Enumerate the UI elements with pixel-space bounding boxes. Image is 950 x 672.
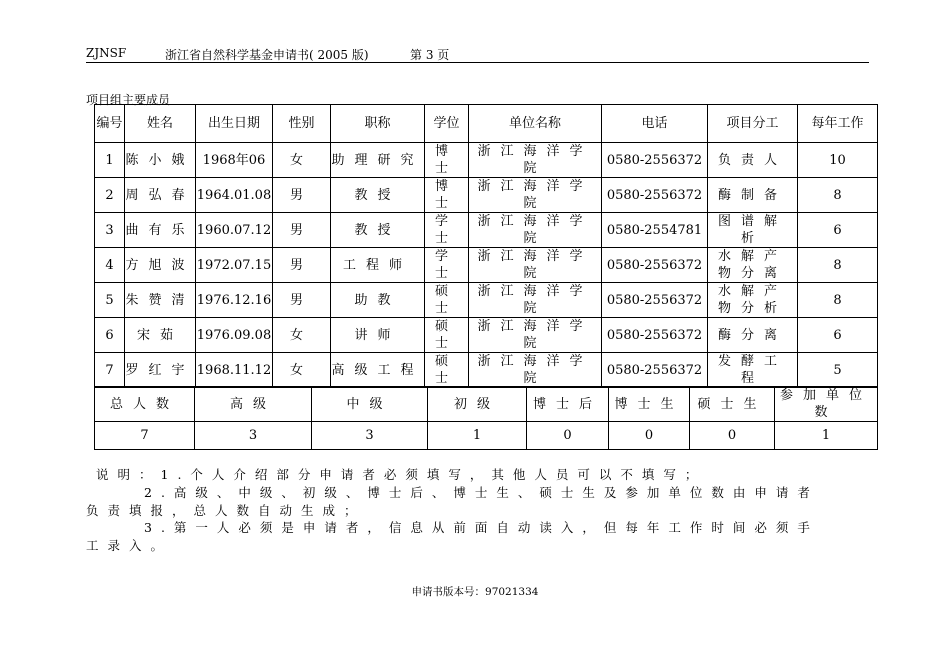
column-header: 职称 <box>331 105 425 143</box>
member-unit: 浙江海洋学院 <box>469 248 602 283</box>
member-phone: 0580-2556372 <box>602 143 708 178</box>
member-phone: 0580-2556372 <box>602 353 708 388</box>
member-gender: 女 <box>273 353 331 388</box>
member-phone: 0580-2556372 <box>602 178 708 213</box>
member-birth-date: 1976.12.16 <box>196 283 273 318</box>
table-row <box>95 353 878 388</box>
member-degree: 硕士 <box>425 318 469 353</box>
member-birth-date: 1976.09.08 <box>196 318 273 353</box>
member-phone: 0580-2554781 <box>602 213 708 248</box>
column-header: 学位 <box>425 105 469 143</box>
table-row <box>95 248 878 283</box>
member-birth-date: 1968.11.12 <box>196 353 273 388</box>
table-row <box>95 318 878 353</box>
member-title: 教授 <box>331 178 425 213</box>
member-role: 图谱解析 <box>708 213 798 248</box>
member-annual-work: 8 <box>798 178 878 213</box>
member-number: 4 <box>95 248 125 283</box>
summary-value: 1 <box>428 422 527 450</box>
members-header-row <box>95 105 878 143</box>
member-degree: 硕士 <box>425 283 469 318</box>
member-name: 宋茹 <box>125 318 196 353</box>
summary-column-header: 参加单位数 <box>775 387 878 422</box>
section-title: 项目组主要成员 <box>86 93 171 107</box>
member-role: 发酵工程 <box>708 353 798 388</box>
note-line-2b: 负责填报，总人数自动生成； <box>86 503 366 518</box>
column-header: 单位名称 <box>469 105 602 143</box>
member-role: 酶分离 <box>708 318 798 353</box>
member-annual-work: 8 <box>798 248 878 283</box>
summary-column-header: 初级 <box>428 387 527 422</box>
table-row <box>95 178 878 213</box>
member-title: 助教 <box>331 283 425 318</box>
member-name: 朱赞清 <box>125 283 196 318</box>
member-name: 罗红宇 <box>125 353 196 388</box>
member-phone: 0580-2556372 <box>602 283 708 318</box>
member-number: 1 <box>95 143 125 178</box>
note-line-3b: 工录入。 <box>86 538 173 553</box>
summary-value: 0 <box>690 422 775 450</box>
header-rule <box>86 62 869 63</box>
member-unit: 浙江海洋学院 <box>469 283 602 318</box>
member-unit: 浙江海洋学院 <box>469 353 602 388</box>
member-unit: 浙江海洋学院 <box>469 143 602 178</box>
summary-column-header: 硕士生 <box>690 387 775 422</box>
note-line-3a: 3.第一人必须是申请者，信息从前面自动读入，但每年工作时间必须手 <box>144 520 819 535</box>
member-birth-date: 1960.07.12 <box>196 213 273 248</box>
member-gender: 女 <box>273 318 331 353</box>
member-number: 3 <box>95 213 125 248</box>
member-unit: 浙江海洋学院 <box>469 213 602 248</box>
summary-column-header: 博士后 <box>527 387 609 422</box>
summary-column-header: 总人数 <box>95 387 195 422</box>
member-gender: 男 <box>273 213 331 248</box>
column-header: 电话 <box>602 105 708 143</box>
member-unit: 浙江海洋学院 <box>469 178 602 213</box>
member-gender: 男 <box>273 248 331 283</box>
summary-values-row <box>95 422 878 450</box>
member-number: 6 <box>95 318 125 353</box>
member-degree: 博士 <box>425 178 469 213</box>
column-header: 姓名 <box>125 105 196 143</box>
member-name: 陈小娥 <box>125 143 196 178</box>
member-role: 酶制备 <box>708 178 798 213</box>
summary-header-row <box>95 387 878 422</box>
summary-column-header: 高级 <box>195 387 312 422</box>
summary-value: 3 <box>195 422 312 450</box>
member-annual-work: 6 <box>798 213 878 248</box>
member-gender: 男 <box>273 283 331 318</box>
member-degree: 学士 <box>425 248 469 283</box>
summary-value: 3 <box>312 422 428 450</box>
member-birth-date: 1968年06 <box>196 143 273 178</box>
member-role: 水解产物分析 <box>708 283 798 318</box>
member-number: 7 <box>95 353 125 388</box>
column-header: 每年工作 <box>798 105 878 143</box>
member-birth-date: 1972.07.15 <box>196 248 273 283</box>
member-annual-work: 8 <box>798 283 878 318</box>
header-page-number: 第 3 页 <box>410 48 450 62</box>
column-header: 项目分工 <box>708 105 798 143</box>
summary-value: 1 <box>775 422 878 450</box>
member-unit: 浙江海洋学院 <box>469 318 602 353</box>
note-line-2a: 2.高级、中级、初级、博士后、博士生、硕士生及参加单位数由申请者 <box>144 485 819 500</box>
table-row <box>95 143 878 178</box>
member-name: 周弘春 <box>125 178 196 213</box>
summary-table <box>94 386 878 450</box>
header-code: ZJNSF <box>86 46 127 60</box>
summary-column-header: 中级 <box>312 387 428 422</box>
member-annual-work: 5 <box>798 353 878 388</box>
table-row <box>95 213 878 248</box>
member-gender: 男 <box>273 178 331 213</box>
member-degree: 学士 <box>425 213 469 248</box>
member-title: 教授 <box>331 213 425 248</box>
member-name: 方旭波 <box>125 248 196 283</box>
note-line-1: 说明：1.个人介绍部分申请者必须填写，其他人员可以不填写； <box>96 467 707 482</box>
member-name: 曲有乐 <box>125 213 196 248</box>
member-title: 讲师 <box>331 318 425 353</box>
member-role: 负责人 <box>708 143 798 178</box>
member-title: 工程师 <box>331 248 425 283</box>
table-row <box>95 283 878 318</box>
member-degree: 博士 <box>425 143 469 178</box>
summary-column-header: 博士生 <box>609 387 690 422</box>
member-title: 助理研究 <box>331 143 425 178</box>
summary-value: 7 <box>95 422 195 450</box>
member-number: 5 <box>95 283 125 318</box>
members-table <box>94 104 878 388</box>
form-version: 申请书版本号：97021334 <box>411 586 539 598</box>
member-degree: 硕士 <box>425 353 469 388</box>
summary-value: 0 <box>609 422 690 450</box>
member-number: 2 <box>95 178 125 213</box>
member-role: 水解产物分离 <box>708 248 798 283</box>
member-phone: 0580-2556372 <box>602 248 708 283</box>
member-title: 高级工程 <box>331 353 425 388</box>
member-phone: 0580-2556372 <box>602 318 708 353</box>
member-gender: 女 <box>273 143 331 178</box>
summary-value: 0 <box>527 422 609 450</box>
member-annual-work: 10 <box>798 143 878 178</box>
header-title: 浙江省自然科学基金申请书( 2005 版) <box>165 48 369 62</box>
column-header: 出生日期 <box>196 105 273 143</box>
member-annual-work: 6 <box>798 318 878 353</box>
column-header: 编号 <box>95 105 125 143</box>
member-birth-date: 1964.01.08 <box>196 178 273 213</box>
column-header: 性别 <box>273 105 331 143</box>
